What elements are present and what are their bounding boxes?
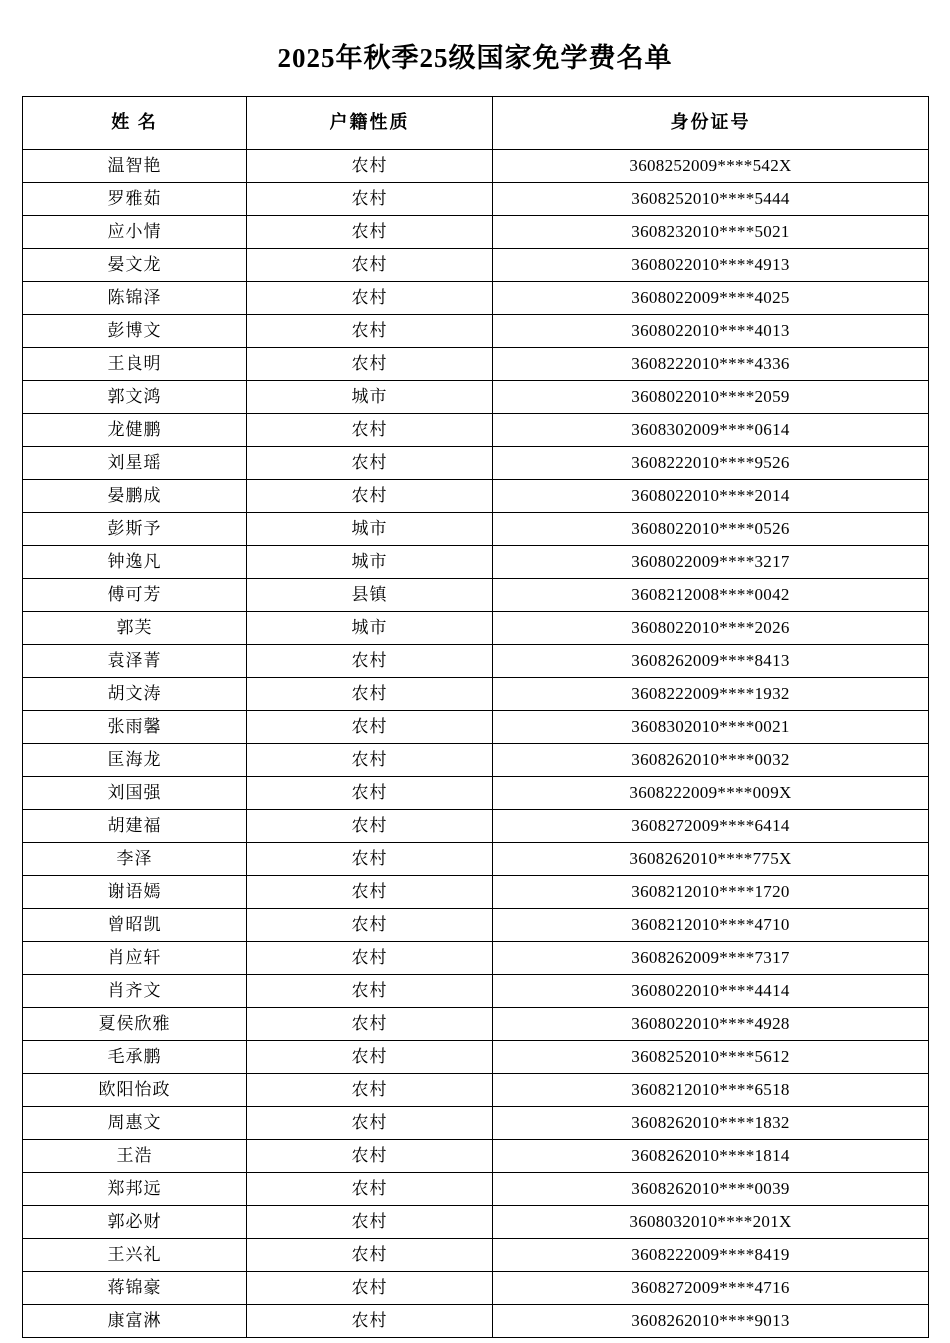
cell-name: 张雨馨: [23, 711, 247, 744]
cell-id-number: 3608022010****4913: [493, 249, 929, 282]
cell-id-number: 3608302010****0021: [493, 711, 929, 744]
table-row: [23, 381, 929, 414]
cell-name: 傅可芳: [23, 579, 247, 612]
cell-name: 刘星瑶: [23, 447, 247, 480]
cell-household-type: 农村: [247, 480, 493, 513]
cell-name: 康富淋: [23, 1305, 247, 1338]
cell-id-number: 3608232010****5021: [493, 216, 929, 249]
table-row: [23, 282, 929, 315]
table-row: [23, 678, 929, 711]
cell-name: 应小情: [23, 216, 247, 249]
cell-name: 陈锦泽: [23, 282, 247, 315]
table-row: [23, 645, 929, 678]
cell-id-number: 3608032010****201X: [493, 1206, 929, 1239]
table-row: [23, 513, 929, 546]
cell-name: 郭芙: [23, 612, 247, 645]
table-row: [23, 348, 929, 381]
cell-name: 谢语嫣: [23, 876, 247, 909]
cell-household-type: 农村: [247, 843, 493, 876]
cell-name: 晏鹏成: [23, 480, 247, 513]
cell-household-type: 农村: [247, 1305, 493, 1338]
tuition-waiver-table: [22, 96, 929, 1338]
cell-id-number: 3608022010****2026: [493, 612, 929, 645]
cell-id-number: 3608262009****7317: [493, 942, 929, 975]
page-title: 2025年秋季25级国家免学费名单: [277, 43, 673, 73]
table-row: [23, 183, 929, 216]
cell-name: 周惠文: [23, 1107, 247, 1140]
cell-household-type: 农村: [247, 1074, 493, 1107]
table-row: [23, 1107, 929, 1140]
cell-household-type: 农村: [247, 447, 493, 480]
cell-id-number: 3608022010****4928: [493, 1008, 929, 1041]
column-header-id-number: 身份证号: [493, 97, 929, 150]
table-row: [23, 1305, 929, 1338]
cell-name: 钟逸凡: [23, 546, 247, 579]
table-row: [23, 744, 929, 777]
cell-household-type: 农村: [247, 1173, 493, 1206]
cell-household-type: 农村: [247, 810, 493, 843]
cell-name: 蒋锦豪: [23, 1272, 247, 1305]
cell-household-type: 农村: [247, 645, 493, 678]
table-row: [23, 414, 929, 447]
table-row: [23, 249, 929, 282]
cell-household-type: 农村: [247, 1206, 493, 1239]
cell-household-type: 农村: [247, 315, 493, 348]
cell-id-number: 3608022009****4025: [493, 282, 929, 315]
cell-id-number: 3608302009****0614: [493, 414, 929, 447]
table-header-row: [23, 97, 929, 150]
cell-household-type: 农村: [247, 216, 493, 249]
column-header-name: 姓 名: [23, 97, 247, 150]
cell-id-number: 3608262010****0032: [493, 744, 929, 777]
cell-household-type: 县镇: [247, 579, 493, 612]
cell-name: 温智艳: [23, 150, 247, 183]
table-row: [23, 1206, 929, 1239]
table-row: [23, 1272, 929, 1305]
table-row: [23, 216, 929, 249]
table-row: [23, 777, 929, 810]
cell-name: 王兴礼: [23, 1239, 247, 1272]
table-row: [23, 843, 929, 876]
cell-id-number: 3608022010****4013: [493, 315, 929, 348]
cell-name: 彭斯予: [23, 513, 247, 546]
cell-household-type: 农村: [247, 1140, 493, 1173]
table-row: [23, 1173, 929, 1206]
table-body: [23, 150, 929, 1338]
cell-id-number: 3608272009****6414: [493, 810, 929, 843]
table-row: [23, 1041, 929, 1074]
column-header-household-type: 户籍性质: [247, 97, 493, 150]
cell-household-type: 农村: [247, 348, 493, 381]
table-row: [23, 546, 929, 579]
table-row: [23, 975, 929, 1008]
cell-name: 彭博文: [23, 315, 247, 348]
cell-name: 罗雅茹: [23, 183, 247, 216]
cell-household-type: 农村: [247, 1107, 493, 1140]
cell-household-type: 农村: [247, 909, 493, 942]
table-row: [23, 1140, 929, 1173]
cell-id-number: 3608212010****6518: [493, 1074, 929, 1107]
cell-name: 胡建福: [23, 810, 247, 843]
cell-name: 王良明: [23, 348, 247, 381]
cell-id-number: 3608272009****4716: [493, 1272, 929, 1305]
cell-household-type: 农村: [247, 1041, 493, 1074]
table-row: [23, 942, 929, 975]
cell-name: 王浩: [23, 1140, 247, 1173]
cell-name: 郭文鸿: [23, 381, 247, 414]
cell-household-type: 农村: [247, 1008, 493, 1041]
table-row: [23, 876, 929, 909]
cell-id-number: 3608022010****0526: [493, 513, 929, 546]
table-row: [23, 150, 929, 183]
cell-household-type: 农村: [247, 249, 493, 282]
table-row: [23, 1008, 929, 1041]
cell-household-type: 农村: [247, 777, 493, 810]
cell-id-number: 3608022010****2014: [493, 480, 929, 513]
table-row: [23, 810, 929, 843]
cell-id-number: 3608252010****5444: [493, 183, 929, 216]
cell-id-number: 3608212008****0042: [493, 579, 929, 612]
cell-id-number: 3608262010****1814: [493, 1140, 929, 1173]
cell-id-number: 3608022009****3217: [493, 546, 929, 579]
cell-id-number: 3608222009****1932: [493, 678, 929, 711]
cell-household-type: 城市: [247, 546, 493, 579]
table-row: [23, 711, 929, 744]
cell-household-type: 农村: [247, 876, 493, 909]
cell-name: 夏侯欣雅: [23, 1008, 247, 1041]
table-row: [23, 612, 929, 645]
cell-household-type: 农村: [247, 282, 493, 315]
cell-id-number: 3608262010****775X: [493, 843, 929, 876]
cell-name: 曾昭凯: [23, 909, 247, 942]
cell-household-type: 城市: [247, 612, 493, 645]
cell-name: 郑邦远: [23, 1173, 247, 1206]
table-row: [23, 579, 929, 612]
cell-id-number: 3608262009****8413: [493, 645, 929, 678]
cell-name: 毛承鹏: [23, 1041, 247, 1074]
cell-household-type: 城市: [247, 513, 493, 546]
cell-name: 欧阳怡政: [23, 1074, 247, 1107]
cell-name: 袁泽菁: [23, 645, 247, 678]
cell-household-type: 农村: [247, 1239, 493, 1272]
cell-name: 肖应轩: [23, 942, 247, 975]
cell-id-number: 3608222009****8419: [493, 1239, 929, 1272]
cell-household-type: 农村: [247, 975, 493, 1008]
table-row: [23, 1239, 929, 1272]
cell-id-number: 3608212010****4710: [493, 909, 929, 942]
cell-id-number: 3608022010****2059: [493, 381, 929, 414]
cell-name: 匡海龙: [23, 744, 247, 777]
table-row: [23, 909, 929, 942]
cell-id-number: 3608212010****1720: [493, 876, 929, 909]
table-row: [23, 1074, 929, 1107]
cell-id-number: 3608022010****4414: [493, 975, 929, 1008]
cell-name: 晏文龙: [23, 249, 247, 282]
cell-id-number: 3608262010****1832: [493, 1107, 929, 1140]
cell-household-type: 农村: [247, 744, 493, 777]
cell-id-number: 3608222010****4336: [493, 348, 929, 381]
cell-household-type: 农村: [247, 942, 493, 975]
cell-household-type: 农村: [247, 150, 493, 183]
cell-id-number: 3608262010****0039: [493, 1173, 929, 1206]
cell-name: 胡文涛: [23, 678, 247, 711]
table-row: [23, 315, 929, 348]
table-row: [23, 447, 929, 480]
cell-id-number: 3608252010****5612: [493, 1041, 929, 1074]
cell-household-type: 农村: [247, 414, 493, 447]
cell-name: 李泽: [23, 843, 247, 876]
cell-household-type: 农村: [247, 678, 493, 711]
cell-household-type: 城市: [247, 381, 493, 414]
cell-id-number: 3608262010****9013: [493, 1305, 929, 1338]
cell-id-number: 3608222009****009X: [493, 777, 929, 810]
cell-household-type: 农村: [247, 183, 493, 216]
cell-household-type: 农村: [247, 1272, 493, 1305]
table-row: [23, 480, 929, 513]
cell-name: 刘国强: [23, 777, 247, 810]
cell-name: 郭必财: [23, 1206, 247, 1239]
cell-name: 龙健鹏: [23, 414, 247, 447]
cell-id-number: 3608222010****9526: [493, 447, 929, 480]
cell-id-number: 3608252009****542X: [493, 150, 929, 183]
cell-household-type: 农村: [247, 711, 493, 744]
cell-name: 肖齐文: [23, 975, 247, 1008]
